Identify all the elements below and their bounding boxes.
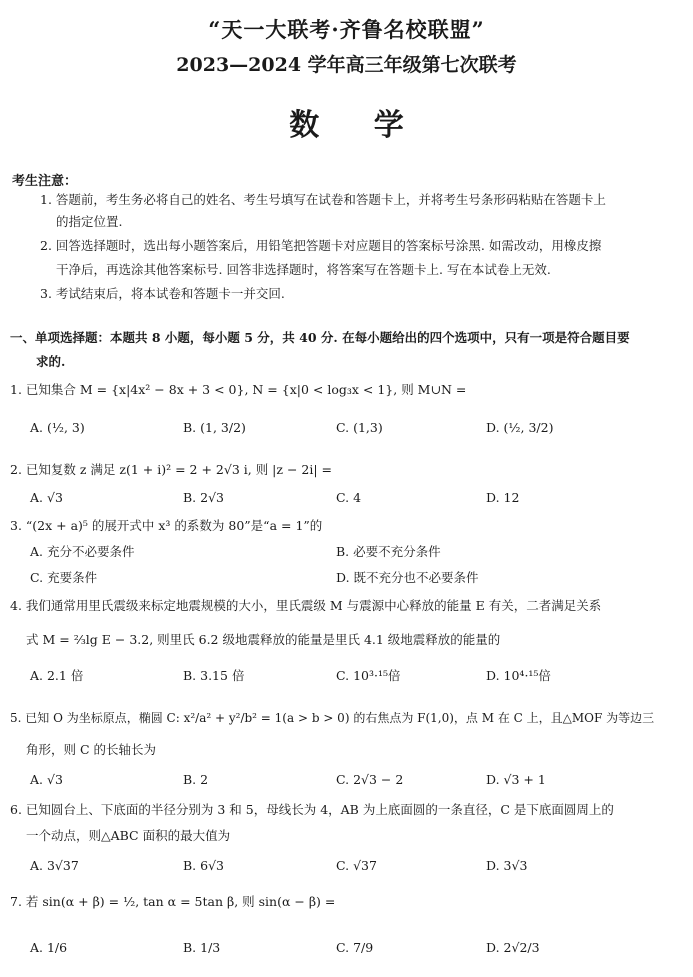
question-5-option-a: A. √3 <box>30 772 63 787</box>
question-4-option-c: C. 10³·¹⁵倍 <box>336 668 401 683</box>
question-7-option-d: D. 2√2/3 <box>486 940 540 955</box>
question-3-stem: 3. “(2x + a)⁵ 的展开式中 x³ 的系数为 80”是“a = 1”的 <box>10 518 323 533</box>
question-5-option-d: D. √3 + 1 <box>486 772 546 787</box>
question-2-option-b: B. 2√3 <box>183 490 225 505</box>
question-2-option-a: A. √3 <box>30 490 63 505</box>
question-3-option-b: B. 必要不充分条件 <box>336 544 441 559</box>
notice-item-3: 3. 考试结束后，将本试卷和答题卡一并交回. <box>40 286 285 301</box>
question-2-option-d: D. 12 <box>486 490 520 505</box>
question-6-stem-cont: 一个动点，则△ABC 面积的最大值为 <box>26 828 231 843</box>
question-7-option-a: A. 1/6 <box>30 940 68 955</box>
notice-item-1-cont: 的指定位置. <box>56 214 123 229</box>
notice-title: 考生注意： <box>12 174 78 189</box>
question-1-option-b: B. (1, 3/2) <box>183 420 246 435</box>
notice-item-2-cont: 干净后，再选涂其他答案标号. 回答非选择题时，将答案写在答题卡上. 写在本试卷上无效. <box>56 262 551 277</box>
question-4-option-d: D. 10⁴·¹⁵倍 <box>486 668 551 683</box>
question-3-option-a: A. 充分不必要条件 <box>30 544 135 559</box>
question-3-option-c: C. 充要条件 <box>30 570 98 585</box>
question-2-stem: 2. 已知复数 z 满足 z(1 + i)² = 2 + 2√3 i, 则 |z − 2i| = <box>10 462 333 477</box>
exam-session-title: 2023—2024 学年高三年级第七次联考 <box>176 54 517 76</box>
question-4-option-b: B. 3.15 倍 <box>183 668 245 683</box>
question-5-stem: 5. 已知 O 为坐标原点，椭圆 C: x²/a² + y²/b² = 1(a > b > 0) 的右焦点为 F(1,0)，点 M 在 C 上，且△MOF 为等边三 <box>10 711 655 725</box>
question-6-option-b: B. 6√3 <box>183 858 225 873</box>
question-5-option-b: B. 2 <box>183 772 209 787</box>
exam-union-title: “天一大联考·齐鲁名校联盟” <box>208 17 485 42</box>
question-1-option-d: D. (½, 3/2) <box>486 420 554 435</box>
question-4-stem: 4. 我们通常用里氏震级来标定地震规模的大小，里氏震级 M 与震源中心释放的能量 E 有关，二者满足关系 <box>10 598 602 613</box>
question-1-stem: 1. 已知集合 M = {x|4x² − 8x + 3 < 0}, N = {x|0 < log₃x < 1}, 则 M∪N = <box>10 382 467 397</box>
question-1-option-c: C. (1,3) <box>336 420 383 435</box>
question-7-option-b: B. 1/3 <box>183 940 221 955</box>
question-3-option-d: D. 既不充分也不必要条件 <box>336 570 479 585</box>
section-heading-cont: 求的. <box>36 354 66 369</box>
notice-item-2: 2. 回答选择题时，选出每小题答案后，用铅笔把答题卡对应题目的答案标号涂黑. 如需改动，用橡皮擦 <box>40 238 602 253</box>
question-6-stem: 6. 已知圆台上、下底面的半径分别为 3 和 5，母线长为 4，AB 为上底面圆的一条直径，C 是下底面圆周上的 <box>10 802 614 817</box>
question-6-option-c: C. √37 <box>336 858 377 873</box>
question-2-option-c: C. 4 <box>336 490 362 505</box>
section-heading: 一、单项选择题：本题共 8 小题，每小题 5 分，共 40 分. 在每小题给出的四个选项中，只有一项是符合题目要 <box>10 330 630 345</box>
subject-title: 数 学 <box>289 108 426 143</box>
question-1-option-a: A. (½, 3) <box>30 420 85 435</box>
question-6-option-d: D. 3√3 <box>486 858 528 873</box>
question-7-option-c: C. 7/9 <box>336 940 374 955</box>
notice-item-1: 1. 答题前，考生务必将自己的姓名、考生号填写在试卷和答题卡上，并将考生号条形码粘贴在答题卡上 <box>40 192 606 207</box>
question-5-option-c: C. 2√3 − 2 <box>336 772 404 787</box>
question-5-stem-cont: 角形，则 C 的长轴长为 <box>26 742 157 757</box>
question-7-stem: 7. 若 sin(α + β) = ½, tan α = 5tan β, 则 sin(α − β) = <box>10 894 336 909</box>
question-6-option-a: A. 3√37 <box>30 858 79 873</box>
question-4-stem-cont: 式 M = ⅔lg E − 3.2, 则里氏 6.2 级地震释放的能量是里氏 4.1 级地震释放的能量的 <box>26 632 501 647</box>
question-4-option-a: A. 2.1 倍 <box>30 668 84 683</box>
